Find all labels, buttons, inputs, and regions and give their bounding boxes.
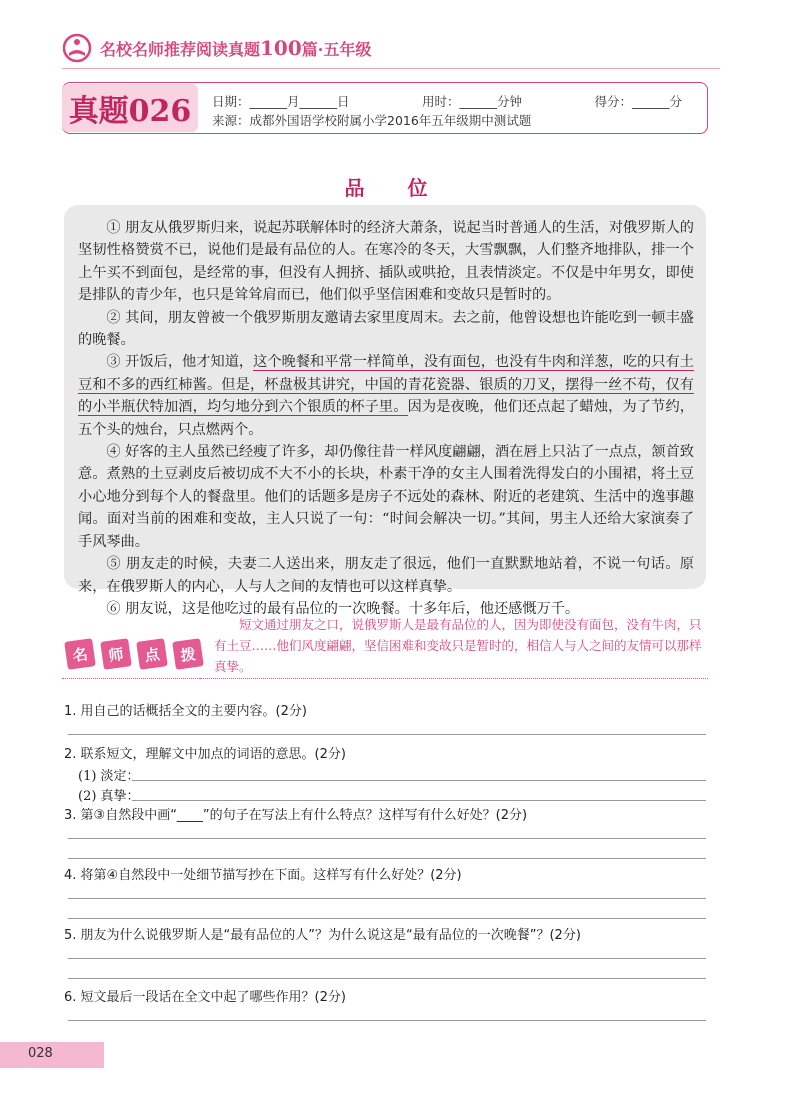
answer-line[interactable]	[68, 838, 706, 839]
answer-line[interactable]	[132, 800, 706, 801]
question-1: 1. 用自己的话概括全文的主要内容。(2分)	[64, 704, 307, 719]
question-2a: (1) 淡定：	[78, 769, 140, 784]
info-fields	[212, 92, 682, 110]
teacher-tips-text: 短文通过朋友之口，说俄罗斯人是最有品位的人，因为即使没有面包，没有牛肉，只有土豆……他们风度翩翩，坚信困难和变故只是暂时的，相信人与人之间的友情可以那样真挚。	[214, 617, 702, 674]
answer-line[interactable]	[68, 958, 706, 959]
answer-line[interactable]	[68, 918, 706, 919]
paragraph-3: ③ 开饭后，他才知道，这个晚餐和平常一样简单，没有面包，也没有牛肉和洋葱，吃的只有土豆和不多的西红柿酱。但是，杯盘极其讲究，中国的青花瓷器、银质的刀叉，摆得一丝不苟，仅有的小半瓶伏特加酒，均匀地分到六个银质的杯子里。因为是夜晚，他们还点起了蜡烛，为了节约，五个头的烛台，只点燃两个。	[78, 354, 694, 438]
teacher-tips-label	[66, 640, 210, 668]
question-3: 3. 第③自然段中画“____”的句子在写法上有什么特点？这样写有什么好处？(2分)	[64, 808, 528, 823]
paragraph-6: ⑥ 朋友说，这是他吃过的最有品位的一次晚餐。十多年后，他还感慨万千。	[106, 600, 580, 617]
book-logo-icon	[62, 33, 92, 63]
paragraph-1: ① 朋友从俄罗斯归来，说起苏联解体时的经济大萧条，说起当时普通人的生活，对俄罗斯人的坚韧性格赞赏不已，说他们是最有品位的人。在寒冷的冬天，大雪飘飘，人们整齐地排队，排一个上午买不到面包，是经常的事，但没有人拥挤、插队或哄抢，且表情淡定。不仅是中年男女，即使是排队的青少年，也只是耸耸肩而已，他们似乎坚信困难和变故只是暂时的。	[78, 220, 694, 304]
tip-char: 师	[100, 638, 132, 670]
paragraph-2: ② 其间，朋友曾被一个俄罗斯朋友邀请去家里度周末。去之前，他曾设想也许能吃到一顿丰盛的晚餐。	[78, 309, 694, 349]
page-number: 028	[28, 1046, 53, 1061]
tip-char: 拨	[172, 638, 204, 670]
score-field: 得分：______分	[594, 94, 682, 109]
exam-badge: 真题026	[62, 84, 198, 132]
answer-line[interactable]	[68, 898, 706, 899]
tips-divider-left	[62, 678, 212, 679]
tip-char: 名	[64, 638, 96, 670]
answer-line[interactable]	[68, 858, 706, 859]
question-6: 6. 短文最后一段话在全文中起了哪些作用？(2分)	[64, 990, 346, 1005]
paragraph-4: ④ 好客的主人虽然已经瘦了许多，却仍像往昔一样风度翩翩，酒在唇上只沾了一点点，颔首致意。煮熟的土豆剥皮后被切成不大不小的长块，朴素干净的女主人围着洗得发白的小围裙，将土豆小心地分到每个人的餐盘里。他们的话题多是房子不远处的森林、附近的老建筑、生活中的逸事趣闻。面对当前的困难和变故，主人只说了一句：“时间会解决一切。”其间，男主人还给大家演奏了手风琴曲。	[78, 444, 694, 550]
answer-line[interactable]	[68, 978, 706, 979]
question-2b: (2) 真挚：	[78, 789, 140, 804]
series-title: 名校名师推荐阅读真题100篇·五年级	[100, 36, 372, 60]
article-body	[64, 205, 706, 617]
answer-line[interactable]	[68, 734, 706, 735]
tips-divider	[200, 678, 708, 679]
time-used-field: 用时：______分钟	[421, 94, 522, 109]
source-line: 来源：成都外国语学校附属小学2016年五年级期中测试题	[212, 113, 532, 128]
header-divider	[62, 68, 720, 69]
article-title: 品 位	[344, 176, 446, 200]
answer-line[interactable]	[132, 780, 706, 781]
question-5: 5. 朋友为什么说俄罗斯人是“最有品位的人”？为什么说这是“最有品位的一次晚餐”？(2分)	[64, 928, 581, 943]
question-2: 2. 联系短文，理解文中加点的词语的意思。(2分)	[64, 747, 346, 762]
underlined-sentence: 这个晚餐和平常一样简单，没有面包，也没有牛肉和洋葱，吃的只有土豆和不多的西红柿酱。但是，杯盘极其讲究，中国的青花瓷器、银质的刀叉，摆得一丝不苟，仅有的小半瓶伏特加酒，均匀地分到六个银质的杯子里。	[78, 354, 694, 416]
date-field: 日期：______月______日	[212, 94, 350, 109]
question-4: 4. 将第④自然段中一处细节描写抄在下面。这样写有什么好处？(2分)	[64, 868, 462, 883]
answer-line[interactable]	[68, 1020, 706, 1021]
page-header	[62, 28, 371, 68]
paragraph-5: ⑤ 朋友走的时候，夫妻二人送出来，朋友走了很远，他们一直默默地站着，不说一句话。原来，在俄罗斯人的内心，人与人之间的友情也可以这样真挚。	[78, 556, 694, 595]
tip-char: 点	[136, 638, 168, 670]
